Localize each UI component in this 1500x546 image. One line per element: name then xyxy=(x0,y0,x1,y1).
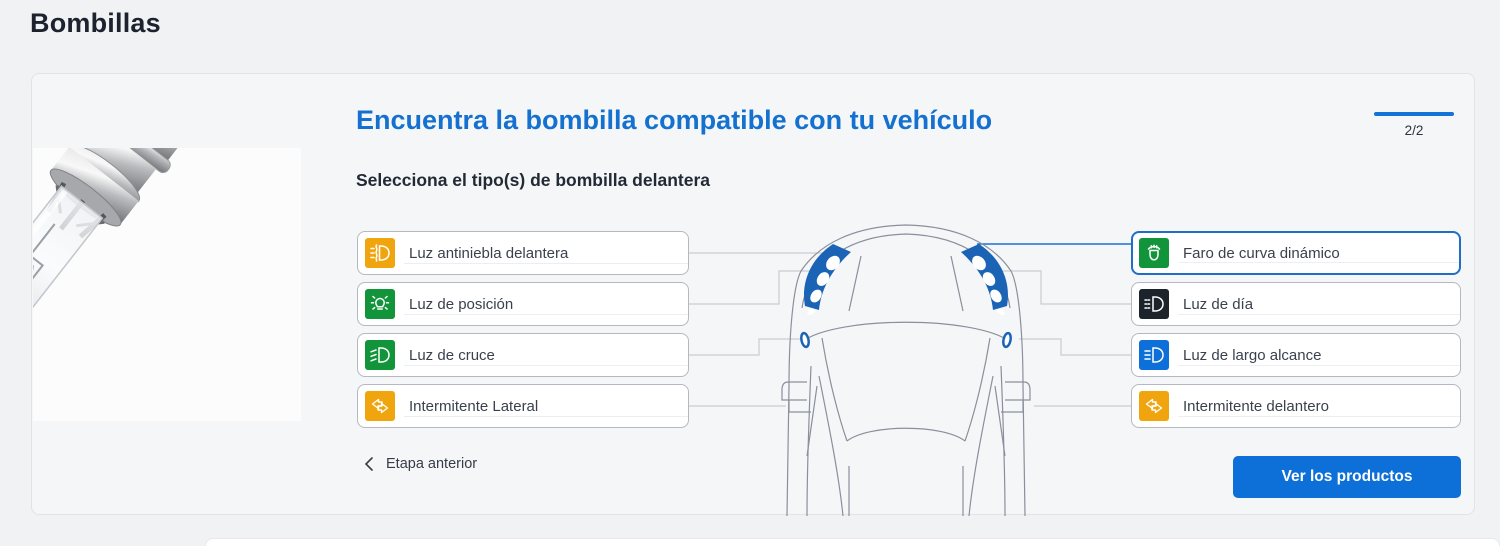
daytime-light-icon xyxy=(1139,289,1169,319)
option-position-light[interactable] xyxy=(357,282,689,326)
see-products-button[interactable]: Ver los productos xyxy=(1233,456,1461,498)
wizard-subtitle: Selecciona el tipo(s) de bombilla delantera xyxy=(356,170,710,190)
side-repeater-right xyxy=(1002,332,1012,347)
option-high-beam[interactable] xyxy=(1131,333,1461,377)
option-front-indicator[interactable] xyxy=(1131,384,1461,428)
option-label: Luz de posición xyxy=(409,295,514,313)
previous-step-label: Etapa anterior xyxy=(386,456,478,472)
car-top-view-diagram xyxy=(689,216,1131,516)
option-label: Intermitente Lateral xyxy=(409,397,539,415)
progress-label: 2/2 xyxy=(1404,123,1424,138)
option-underline xyxy=(404,263,688,264)
option-underline xyxy=(1178,365,1460,366)
option-daytime-light[interactable] xyxy=(1131,282,1461,326)
option-label: Intermitente delantero xyxy=(1183,397,1329,415)
fog-light-icon xyxy=(365,238,395,268)
halogen-bulb-illustration xyxy=(33,148,301,421)
option-low-beam[interactable] xyxy=(357,333,689,377)
bulb-finder-card xyxy=(31,73,1475,515)
option-label: Luz de día xyxy=(1183,295,1254,313)
option-underline xyxy=(1178,416,1460,417)
option-label: Luz antiniebla delantera xyxy=(409,244,569,262)
high-beam-icon xyxy=(1139,340,1169,370)
option-label: Luz de largo alcance xyxy=(1183,346,1322,364)
side-indicator-icon xyxy=(365,391,395,421)
previous-step-link[interactable] xyxy=(364,456,477,472)
option-underline xyxy=(1178,314,1460,315)
cornering-light-icon xyxy=(1139,238,1169,268)
option-underline xyxy=(404,365,688,366)
headlights xyxy=(800,244,1012,348)
low-beam-icon xyxy=(365,340,395,370)
option-side-indicator[interactable] xyxy=(357,384,689,428)
progress-bar xyxy=(1374,112,1454,116)
next-section-edge xyxy=(205,538,1500,546)
option-label: Faro de curva dinámico xyxy=(1183,244,1340,262)
connector-lines xyxy=(689,253,1131,406)
option-fog-light[interactable] xyxy=(357,231,689,275)
wizard-heading: Encuentra la bombilla compatible con tu vehículo xyxy=(356,105,993,135)
option-label: Luz de cruce xyxy=(409,346,495,364)
bulb-product-image xyxy=(33,148,301,421)
position-light-icon xyxy=(365,289,395,319)
option-underline xyxy=(1179,262,1459,263)
progress-indicator xyxy=(1374,112,1454,138)
option-underline xyxy=(404,416,688,417)
front-indicator-icon xyxy=(1139,391,1169,421)
side-repeater-left xyxy=(800,332,810,347)
option-cornering-light[interactable] xyxy=(1131,231,1461,275)
chevron-left-icon xyxy=(364,457,374,471)
page-title: Bombillas xyxy=(30,8,161,38)
option-underline xyxy=(404,314,688,315)
